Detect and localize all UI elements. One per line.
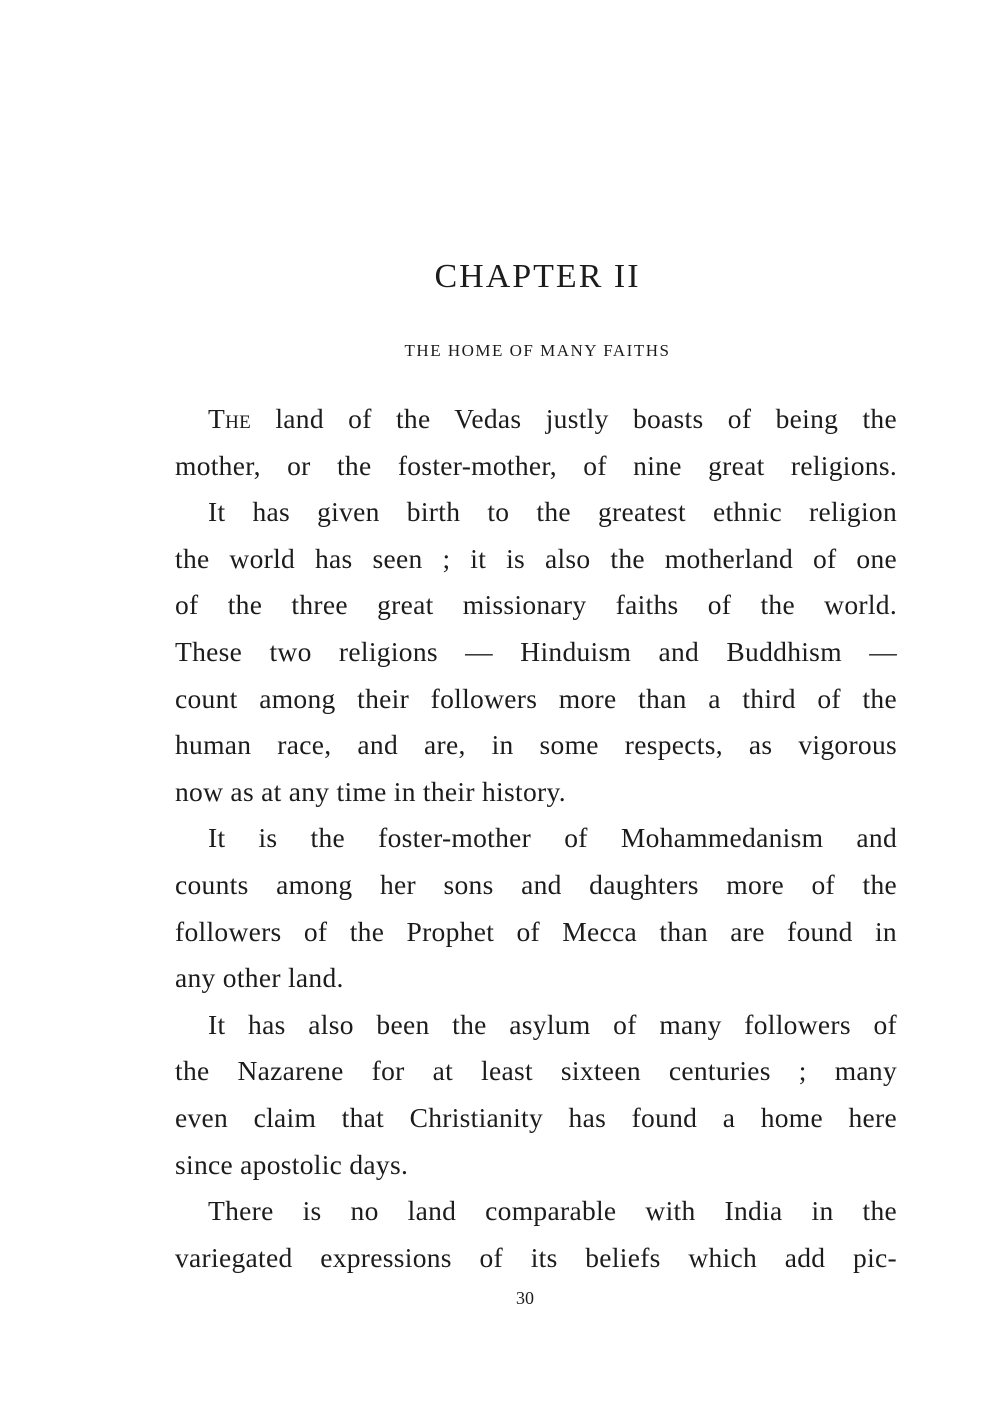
text-line: any other land. xyxy=(175,962,344,994)
page-number: 30 xyxy=(516,1288,534,1308)
chapter-heading: CHAPTER II xyxy=(434,258,641,295)
text-line: even claim that Christianity has found a home here xyxy=(175,1101,897,1133)
text-line: followers of the Prophet of Mecca than are found in xyxy=(175,915,897,947)
text-line xyxy=(175,396,897,443)
text-line: counts among her sons and daughters more of the xyxy=(175,868,897,900)
text-line: human race, and are, in some respects, as vigorous xyxy=(175,729,897,761)
text-line: now as at any time in their history. xyxy=(175,775,566,807)
text-line: the world has seen ; it is also the motherland of one xyxy=(175,542,897,574)
text-line: It has given birth to the greatest ethnic religion xyxy=(208,496,897,528)
text-line: since apostolic days. xyxy=(175,1148,409,1180)
text-line: the Nazarene for at least sixteen centuries ; many xyxy=(175,1055,897,1087)
text-line: variegated expressions of its beliefs which add pic- xyxy=(175,1241,897,1273)
text-line: These two religions — Hinduism and Buddhism — xyxy=(175,635,897,667)
text-line: It has also been the asylum of many followers of xyxy=(208,1008,897,1040)
chapter-subtitle: THE HOME OF MANY FAITHS xyxy=(404,341,671,360)
chapter-body xyxy=(175,396,897,1281)
opening-word: The xyxy=(208,403,252,434)
text-line: There is no land comparable with India in the xyxy=(208,1195,897,1227)
text-line: of the three great missionary faiths of the world. xyxy=(175,589,897,621)
text-line: count among their followers more than a third of the xyxy=(175,682,897,714)
text-line-rest: land of the Vedas justly boasts of being the xyxy=(251,403,897,434)
text-line: It is the foster-mother of Mohammedanism and xyxy=(208,822,897,854)
text-line: mother, or the foster-mother, of nine great religions. xyxy=(175,449,897,481)
